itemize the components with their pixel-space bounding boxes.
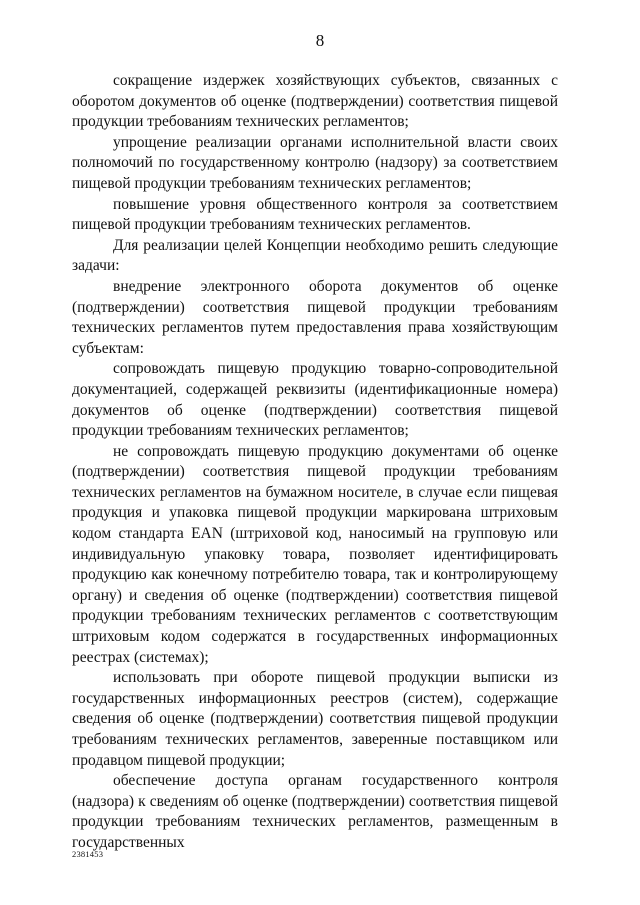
paragraph-registry-extracts: использовать при обороте пищевой продукции выписки из государственных информационных реестров (систем), содержащие сведения об оценке (подтверждении) соответствия пищевой продукции требованиям технических регламентов, заверенные поставщиком или продавцом пищевой продукции; [72, 669, 558, 769]
paragraph-cost-reduction: сокращение издержек хозяйствующих субъектов, связанных с оборотом документов об оценке (подтверждении) соответствия пищевой продукции требованиям технических регламентов; [72, 72, 558, 131]
paragraph-tasks-intro: Для реализации целей Концепции необходимо решить следующие задачи: [72, 236, 558, 275]
paragraph-simplification: упрощение реализации органами исполнительной власти своих полномочий по государственному контролю (надзору) за соответствием пищевой продукции требованиям технических регламентов; [72, 133, 558, 192]
page-number: 8 [315, 31, 325, 50]
paragraph-no-paper-documents: не сопровождать пищевую продукцию документами об оценке (подтверждении) соответствия пищевой продукции требованиям технических регламентов на бумажном носителе, в случае если пищевая продукция и упаковка пищевой продукции маркирована штриховым кодом стандарта EAN (штриховой код, наносимый на групповую или индивидуальную упаковку товара, позволяет идентифицировать продукцию как конечному потребителю товара, так и контролирующему органу) и сведения об оценке (подтверждении) соответствия пищевой продукции требованиям технических регламентов с соответствующим штриховым кодом содержатся в государственных информационных реестрах (системах); [72, 442, 558, 666]
paragraph-electronic-circulation: внедрение электронного оборота документов об оценке (подтверждении) соответствия пищевой продукции требованиям технических регламентов путем предоставления права хозяйствующим субъектам: [72, 277, 558, 357]
paragraph-public-control: повышение уровня общественного контроля за соответствием пищевой продукции требованиям технических регламентов. [72, 195, 558, 234]
document-body [72, 71, 558, 854]
document-id: 2381453 [72, 849, 104, 859]
paragraph-accompany-documentation: сопровождать пищевую продукцию товарно-сопроводительной документацией, содержащей реквизиты (идентификационные номера) документов об оценке (подтверждении) соответствия пищевой продукции требованиям технических регламентов; [72, 360, 558, 440]
paragraph-access-control-bodies: обеспечение доступа органам государственного контроля (надзора) к сведениям об оценке (подтверждении) соответствия пищевой продукции требованиям технических регламентов, размещенным в государственных [72, 772, 558, 851]
